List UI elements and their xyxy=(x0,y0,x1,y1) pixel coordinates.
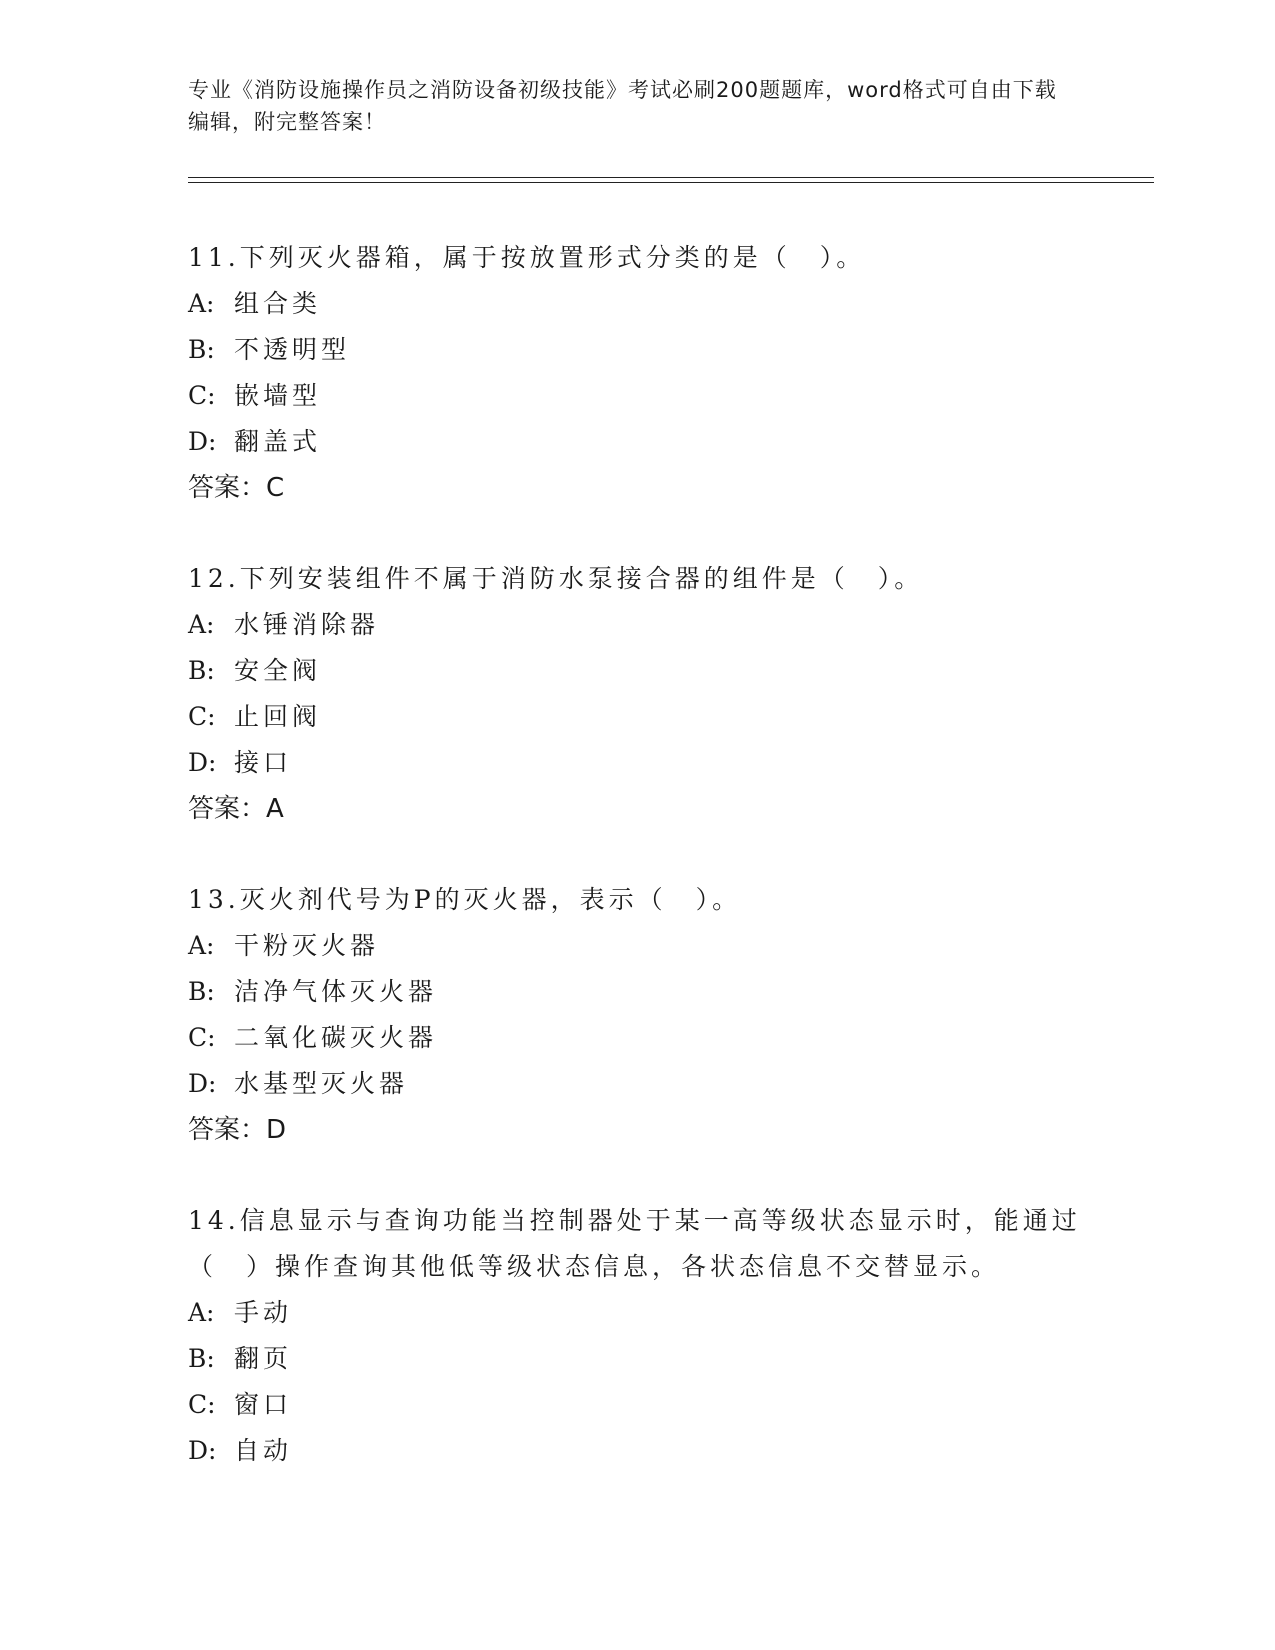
option-key: C: xyxy=(188,1023,216,1052)
option-b xyxy=(188,327,1088,373)
option-text: 窗口 xyxy=(234,1390,293,1419)
answer-line xyxy=(188,1107,1088,1153)
option-key: D: xyxy=(188,1069,217,1098)
option-key: B: xyxy=(188,1344,215,1373)
option-text: 水锤消除器 xyxy=(234,610,380,639)
answer-label: 答案： xyxy=(188,473,267,503)
option-text: 洁净气体灭火器 xyxy=(234,977,438,1006)
option-key: D: xyxy=(188,748,217,777)
header-divider-top xyxy=(188,177,1154,178)
question-14 xyxy=(188,1198,1088,1474)
answer-value: C xyxy=(266,473,285,503)
answer-value: D xyxy=(266,1115,287,1145)
answer-value: A xyxy=(266,794,284,824)
option-b xyxy=(188,969,1088,1015)
option-key: A: xyxy=(188,289,215,318)
option-text: 自动 xyxy=(234,1436,293,1465)
option-text: 翻盖式 xyxy=(234,427,322,456)
answer-line xyxy=(188,786,1088,832)
option-key: C: xyxy=(188,702,216,731)
option-a xyxy=(188,923,1088,969)
option-key: B: xyxy=(188,977,215,1006)
question-stem: 13.灭火剂代号为P的灭火器，表示（ ）。 xyxy=(188,885,742,914)
option-c xyxy=(188,373,1088,419)
option-d xyxy=(188,740,1088,786)
question-stem: 12.下列安装组件不属于消防水泵接合器的组件是（ ）。 xyxy=(188,564,924,593)
option-key: A: xyxy=(188,610,215,639)
answer-label: 答案： xyxy=(188,1115,267,1145)
option-text: 嵌墙型 xyxy=(234,381,322,410)
option-d xyxy=(188,1061,1088,1107)
option-text: 止回阀 xyxy=(234,702,322,731)
answer-label: 答案： xyxy=(188,794,267,824)
header-divider-bottom xyxy=(188,182,1154,183)
option-text: 安全阀 xyxy=(234,656,322,685)
option-a xyxy=(188,602,1088,648)
option-c xyxy=(188,1382,1088,1428)
option-text: 干粉灭火器 xyxy=(234,931,380,960)
option-text: 组合类 xyxy=(234,289,322,318)
option-a xyxy=(188,281,1088,327)
option-text: 二氧化碳灭火器 xyxy=(234,1023,438,1052)
option-key: C: xyxy=(188,381,216,410)
option-c xyxy=(188,1015,1088,1061)
option-d xyxy=(188,1428,1088,1474)
question-12 xyxy=(188,556,1088,832)
question-stem: 11.下列灭火器箱，属于按放置形式分类的是（ ）。 xyxy=(188,243,866,272)
option-c xyxy=(188,694,1088,740)
option-d xyxy=(188,419,1088,465)
option-key: C: xyxy=(188,1390,216,1419)
option-text: 翻页 xyxy=(234,1344,293,1373)
option-key: B: xyxy=(188,335,215,364)
option-key: D: xyxy=(188,427,217,456)
question-13 xyxy=(188,877,1088,1153)
document-header xyxy=(188,74,1068,138)
document-title: 专业《消防设施操作员之消防设备初级技能》考试必刷200题题库，word格式可自由下载编辑，附完整答案！ xyxy=(188,78,1057,134)
option-key: B: xyxy=(188,656,215,685)
option-text: 水基型灭火器 xyxy=(234,1069,409,1098)
option-key: D: xyxy=(188,1436,217,1465)
option-text: 手动 xyxy=(234,1298,293,1327)
question-stem: 14.信息显示与查询功能当控制器处于某一高等级状态显示时，能通过（ ）操作查询其他低等级状态信息，各状态信息不交替显示。 xyxy=(188,1206,1081,1281)
option-a xyxy=(188,1290,1088,1336)
option-text: 接口 xyxy=(234,748,293,777)
option-key: A: xyxy=(188,931,215,960)
option-text: 不透明型 xyxy=(234,335,351,364)
option-b xyxy=(188,648,1088,694)
answer-line xyxy=(188,465,1088,511)
option-key: A: xyxy=(188,1298,215,1327)
question-11 xyxy=(188,235,1088,511)
option-b xyxy=(188,1336,1088,1382)
